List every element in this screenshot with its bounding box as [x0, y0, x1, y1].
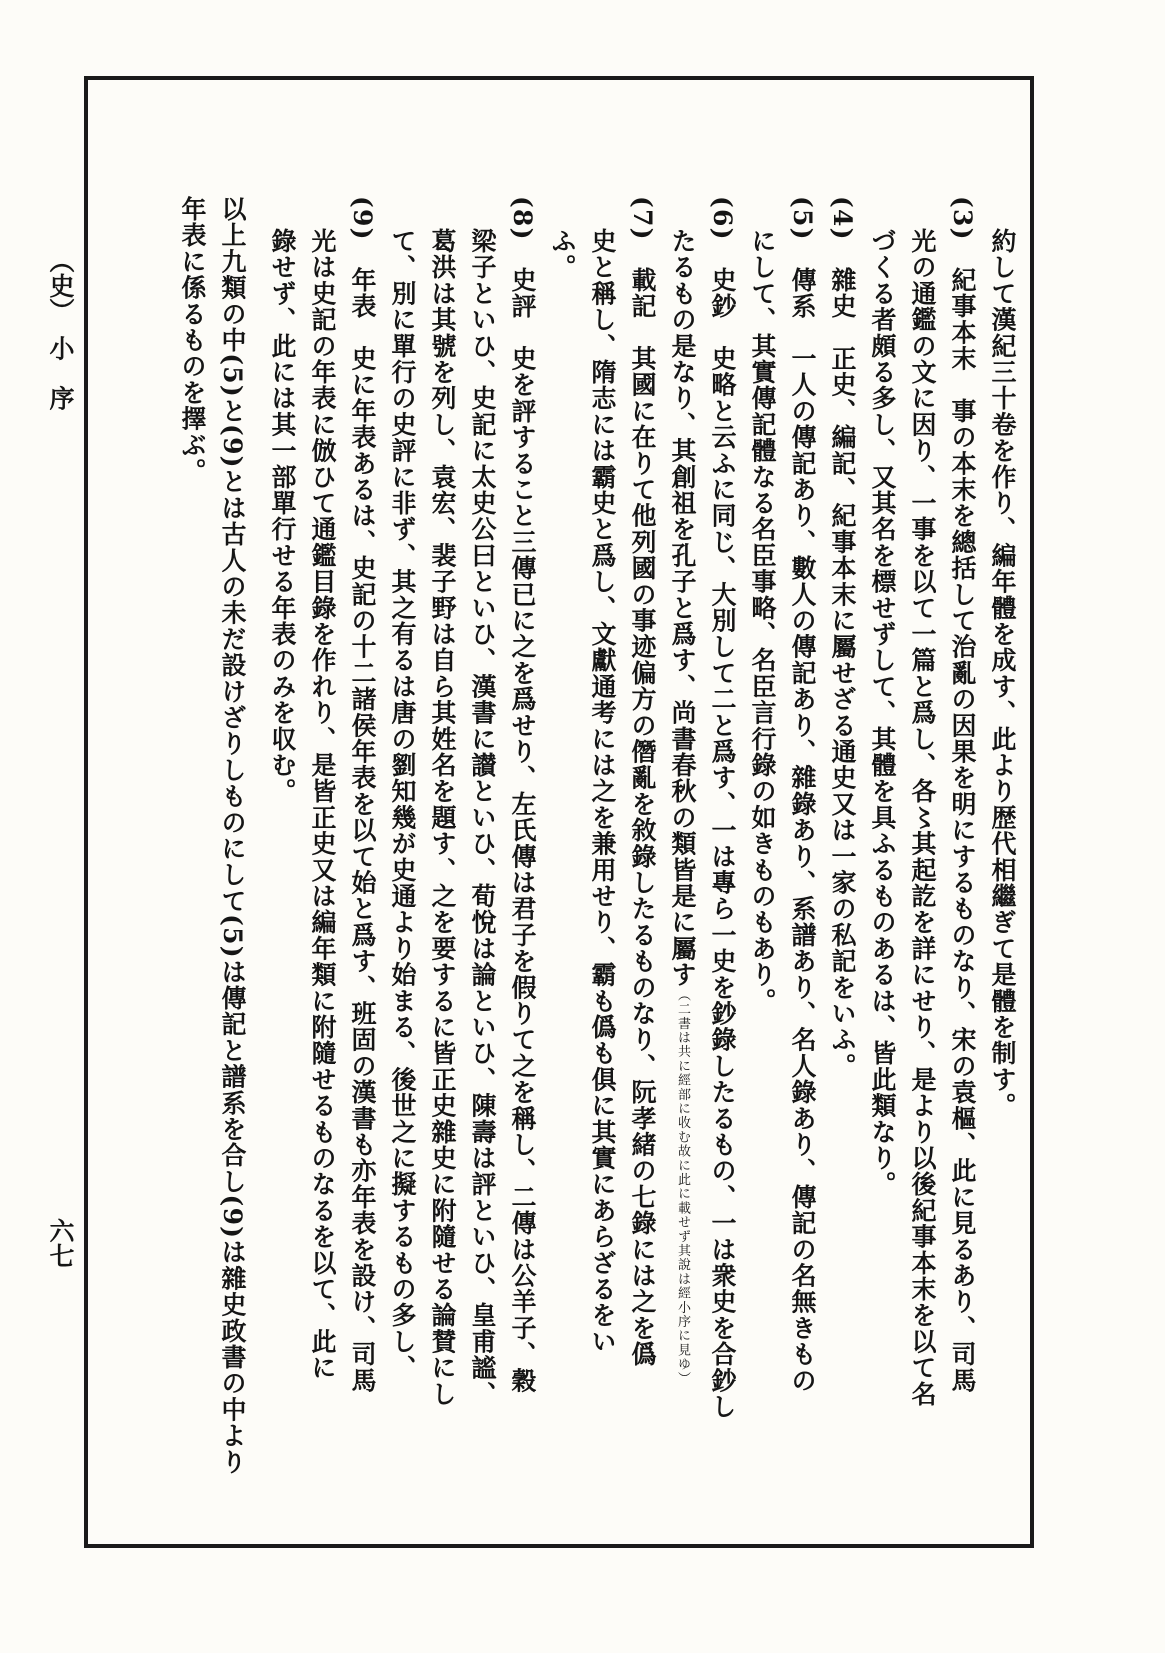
page-number: 六七: [46, 1218, 75, 1268]
text-line-6: (5) 傳系 一人の傳記あり、數人の傳記あり、雜錄あり、系譜あり、名人錄あり、傳記の名無きもの: [788, 196, 817, 1394]
text-line-19: 錄せず、此には其一部單行せる年表のみを収む。: [268, 228, 297, 805]
inline-annotation: （二書は共に經部に收む故に此に載せず其說は經小序に見ゆ）: [675, 987, 690, 1386]
text-line-11: 史と稱し、隋志には霸史と爲し、文獻通考には之を兼用せり、霸も僞も俱に其實にあらざるをい: [588, 228, 617, 1355]
text-line-18: 光は史記の年表に倣ひて通鑑目錄を作れり、是皆正史又は編年類に附隨せるものなるを以て、此に: [308, 228, 337, 1381]
text-line-14: 梁子といひ、史記に太史公曰といひ、漢書に讃といひ、荀悅は論といひ、陳壽は評といひ、皇甫謐、: [468, 228, 497, 1407]
text-line-7: にして、其實傳記體なる名臣事略、名臣言行錄の如きものもあり。: [748, 228, 777, 1014]
text-line-21: 年表に係るものを擇ぶ。: [178, 196, 207, 485]
text-line-8: (6) 史鈔 史略と云ふに同じ、大別して二と爲す、一は專ら一史を鈔錄したるもの、一は衆史を合鈔し: [708, 196, 737, 1420]
text-line-3: 光の通鑑の文に因り、一事を以て一篇と爲し、各〻其起訖を詳にせり、是より以後紀事本末を以て名: [908, 228, 937, 1407]
text-line-15: 葛洪は其號を列し、袁宏、裴子野は自ら其姓名を題す、之を要するに皆正史雜史に附隨せる論賛にし: [428, 228, 457, 1408]
text-line-1: 約して漢紀三十卷を作り、編年體を成す、此より歴代相繼ぎて是體を制す。: [988, 228, 1017, 1119]
text-line-13: (8) 史評 史を評すること三傳已に之を爲せり、左氏傳は君子を假りて之を稱し、二傳は公羊子、穀: [508, 196, 537, 1394]
text-line-4: づくる者頗る多し、又其名を標せずして、其體を具ふるものあるは、皆此類なり。: [868, 228, 897, 1198]
text-line-20: 以上九類の中(5)と(9)とは古人の未だ設けざりしものにして(5)は傳記と譜系を合し(9)は雜史政書の中より: [218, 196, 247, 1476]
text-line-16: て、別に單行の史評に非ず、其之有るは唐の劉知幾が史通より始まる、後世之に擬するもの多し、: [388, 228, 417, 1381]
text-line-17: (9) 年表 史に年表あるは、史記の十二諸侯年表を以て始と爲す、班固の漢書も亦年表を設け、司馬: [348, 196, 377, 1394]
running-title: （史） 小 序: [46, 248, 75, 411]
text-line-12: ふ。: [548, 228, 577, 281]
text-line-10: (7) 載記 其國に在りて他列國の事迹偏方の僭亂を敘錄したるものなり、阮孝緒の七錄には之を僞: [628, 196, 657, 1368]
text-line-9-main: たるもの是なり、其創祖を孔子と爲す、尚書春秋の類皆是に屬す: [668, 228, 697, 988]
text-line-2: (3) 紀事本末 事の本末を總括して治亂の因果を明にするものなり、宋の袁樞、此に見るあり、司馬: [948, 196, 977, 1394]
text-line-9: [665, 228, 700, 1385]
text-line-5: (4) 雜史 正史、編記、紀事本末に屬せざる通史又は一家の私記をいふ。: [828, 196, 857, 1080]
